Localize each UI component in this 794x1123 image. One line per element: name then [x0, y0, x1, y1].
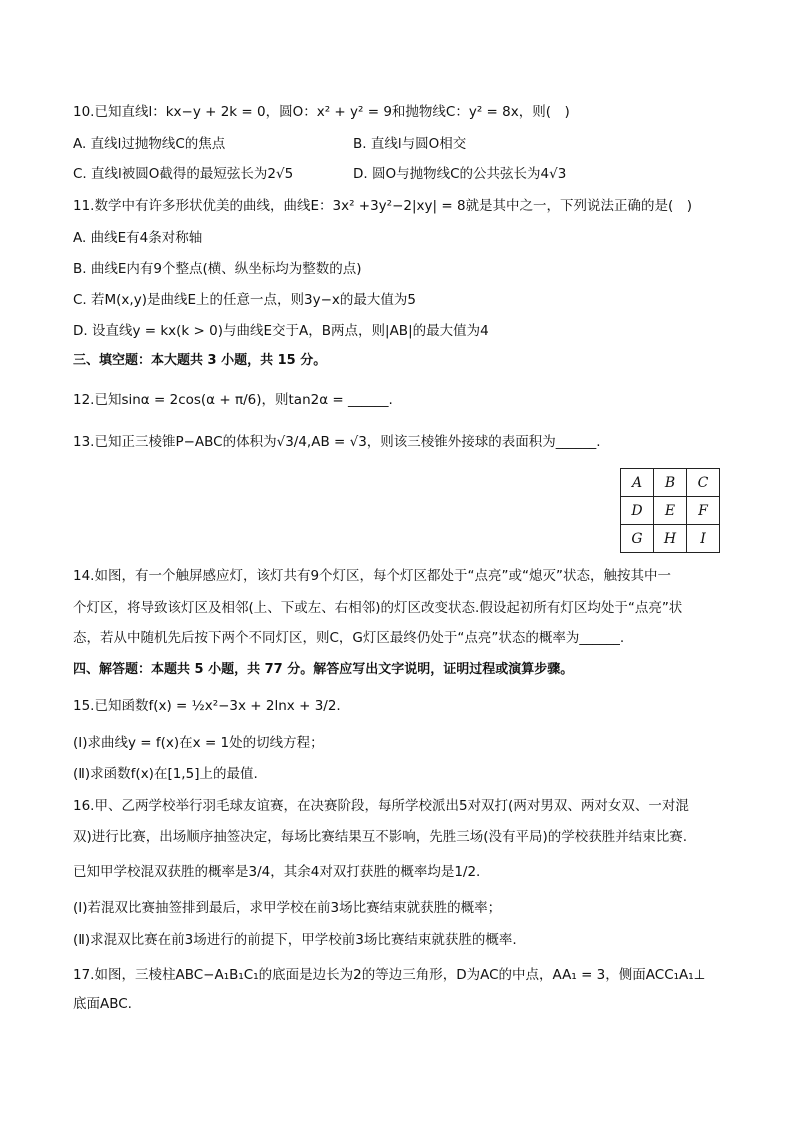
grid-cell: G: [621, 525, 654, 553]
section-answer-header: 四、解答题：本题共 5 小题，共 77 分。解答应写出文字说明，证明过程或演算步骤。: [73, 662, 574, 677]
q16-part-2: (Ⅱ)求混双比赛在前3场进行的前提下，甲学校前3场比赛结束就获胜的概率.: [73, 932, 517, 948]
q15-stem: 15.已知函数f(x) = ½x²−3x + 2lnx + 3/2.: [73, 698, 341, 714]
grid-cell: I: [687, 525, 720, 553]
q16-line-1: 16.甲、乙两学校举行羽毛球友谊赛，在决赛阶段，每所学校派出5对双打(两对男双、两对女双、一对混: [73, 798, 689, 814]
section-fill-in-header: 三、填空题：本大题共 3 小题，共 15 分。: [73, 353, 327, 368]
q12: 12.已知sinα = 2cos(α + π/6)，则tan2α = ______.: [73, 392, 393, 408]
q14-line-3: 态，若从中随机先后按下两个不同灯区，则C，G灯区最终仍处于“点亮”状态的概率为______.: [73, 630, 625, 646]
q14-line-2: 个灯区，将导致该灯区及相邻(上、下或左、右相邻)的灯区改变状态.假设起初所有灯区均处于“点亮”状: [73, 600, 683, 616]
grid-cell: F: [687, 497, 720, 525]
q11-stem: 11.数学中有许多形状优美的曲线，曲线E：3x² +3y²−2|xy| = 8就是其中之一，下列说法正确的是( ): [73, 198, 693, 214]
q16-line-2: 双)进行比赛，出场顺序抽签决定，每场比赛结果互不影响，先胜三场(没有平局)的学校获胜并结束比赛.: [73, 829, 688, 845]
q17-line-1: 17.如图，三棱柱ABC−A₁B₁C₁的底面是边长为2的等边三角形，D为AC的中点，AA₁ = 3，侧面ACC₁A₁⊥: [73, 967, 706, 983]
q11-option-d: D. 设直线y = kx(k > 0)与曲线E交于A，B两点，则|AB|的最大值为4: [73, 323, 489, 339]
grid-cell: C: [687, 469, 720, 497]
q11-option-c: C. 若M(x,y)是曲线E上的任意一点，则3y−x的最大值为5: [73, 292, 416, 308]
q10-option-d: D. 圆O与抛物线C的公共弦长为4√3: [353, 166, 567, 182]
grid-cell: A: [621, 469, 654, 497]
q11-option-b: B. 曲线E内有9个整点(横、纵坐标均为整数的点): [73, 261, 362, 277]
q10-option-a: A. 直线l过抛物线C的焦点: [73, 136, 226, 152]
q16-line-3: 已知甲学校混双获胜的概率是3/4，其余4对双打获胜的概率均是1/2.: [73, 864, 481, 880]
q14-line-1: 14.如图，有一个触屏感应灯，该灯共有9个灯区，每个灯区都处于“点亮”或“熄灭”状态，触按其中一: [73, 568, 672, 584]
q10-stem: 10.已知直线l：kx−y + 2k = 0，圆O：x² + y² = 9和抛物线C：y² = 8x，则( ): [73, 104, 570, 120]
grid-cell: B: [654, 469, 687, 497]
q15-part-1: (Ⅰ)求曲线y = f(x)在x = 1处的切线方程；: [73, 735, 324, 751]
grid-cell: D: [621, 497, 654, 525]
q16-part-1: (Ⅰ)若混双比赛抽签排到最后，求甲学校在前3场比赛结束就获胜的概率；: [73, 900, 502, 916]
q11-option-a: A. 曲线E有4条对称轴: [73, 230, 203, 246]
light-grid-figure: [620, 468, 720, 553]
q10-option-c: C. 直线l被圆O截得的最短弦长为2√5: [73, 166, 294, 182]
grid-cell: E: [654, 497, 687, 525]
q15-part-2: (Ⅱ)求函数f(x)在[1,5]上的最值.: [73, 766, 258, 782]
q13: 13.已知正三棱锥P−ABC的体积为√3/4,AB = √3，则该三棱锥外接球的表面积为______.: [73, 434, 601, 450]
q17-line-2: 底面ABC.: [73, 996, 132, 1012]
q10-option-b: B. 直线l与圆O相交: [353, 136, 467, 152]
grid-cell: H: [654, 525, 687, 553]
